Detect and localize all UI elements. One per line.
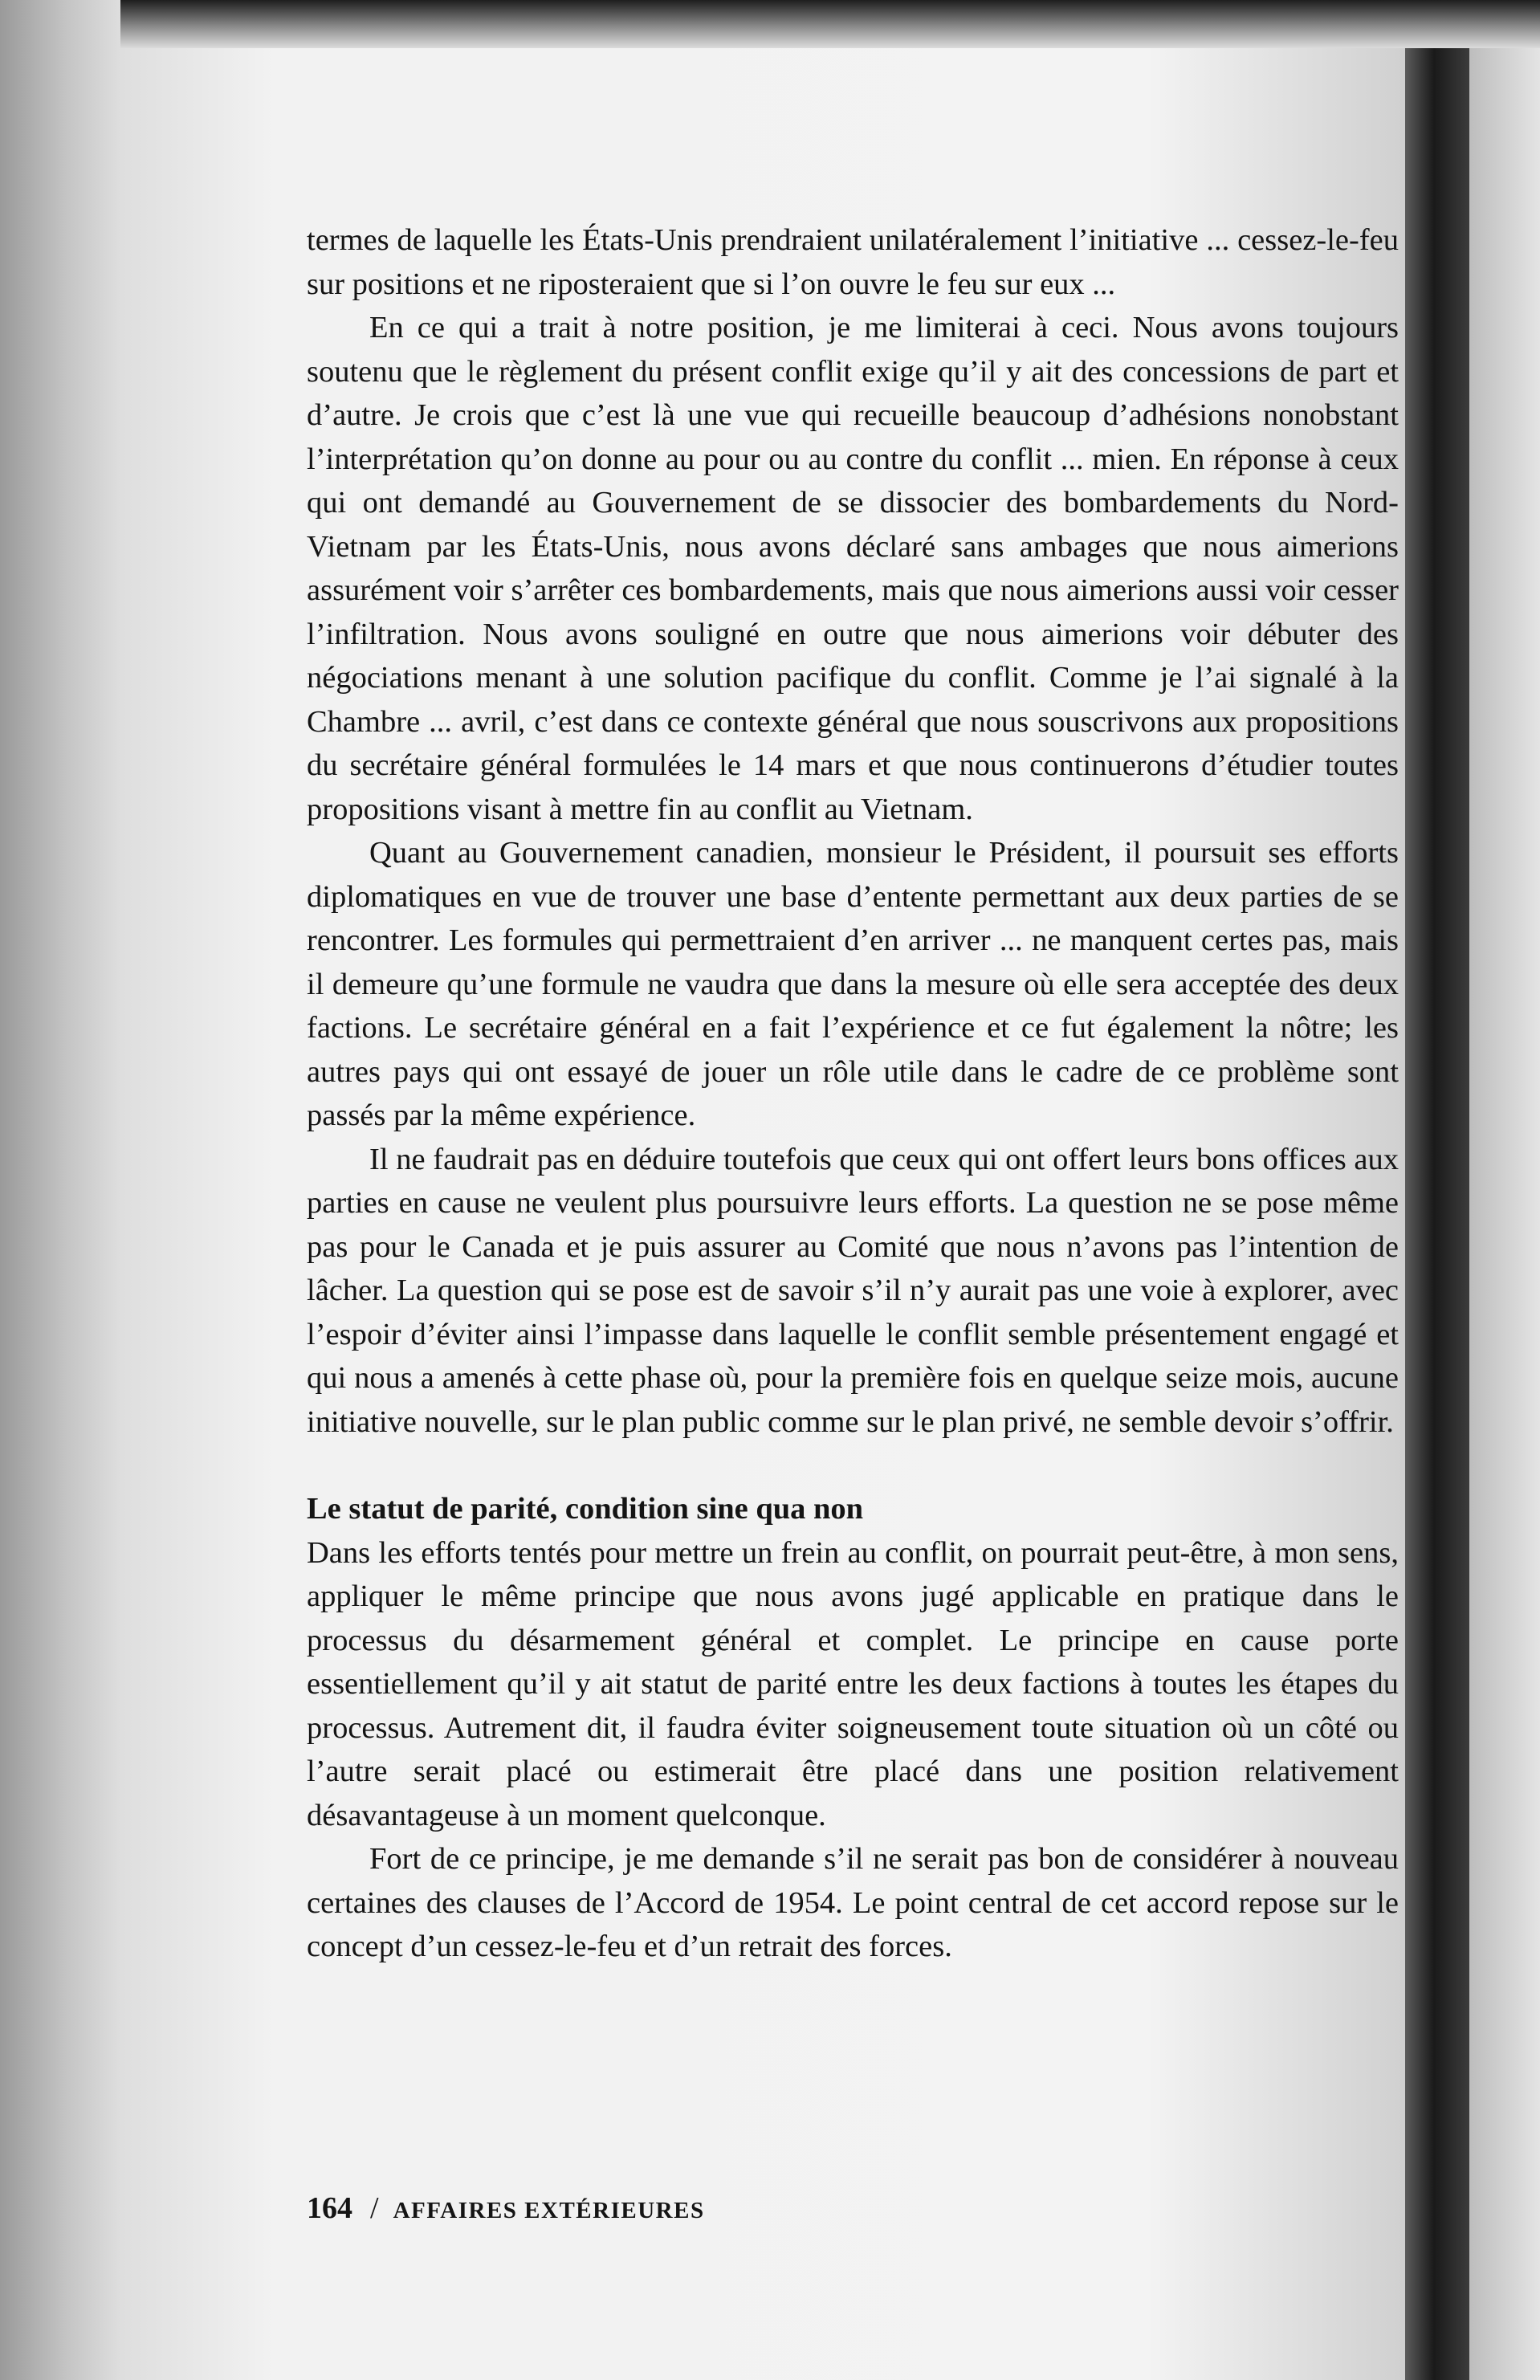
paragraph-2: En ce qui a trait à notre position, je me limiterai à ceci. Nous avons toujours soutenu que le règlement du présent conflit exige qu’il y ait des concessions de part et d’autre. Je crois que c’est là une vue qui recueille beaucoup d’adhésions nonobstant l’interprétation qu’on donne au pour ou au contre du conflit ... mien. En réponse à ceux qui ont demandé au Gouvernement de se dissocier des bombardements du Nord-Vietnam par les États-Unis, nous avons déclaré sans ambages que nous aimerions assurément voir s’arrêter ces bombardements, mais que nous aimerions aussi voir cesser l’infiltration. Nous avons souligné en outre que nous aimerions voir débuter des négociations menant à une solution pacifique du conflit. Comme je l’ai signalé à la Chambre ... avril, c’est dans ce contexte général que nous souscrivons aux propositions du secrétaire général formulées le 14 mars et que nous continuerons d’étudier toutes propositions visant à mettre fin au conflit au Vietnam. [307, 311, 1399, 826]
section-paragraph-2: Fort de ce principe, je me demande s’il ne serait pas bon de considérer à nouveau certaines des clauses de l’Accord de 1954. Le point central de cet accord repose sur le concept d’un cessez-le-feu et d’un retrait des forces. [307, 1842, 1399, 1963]
section-heading: Le statut de parité, condition sine qua non [307, 1492, 864, 1526]
section-spacer [307, 1444, 1399, 1487]
section-paragraph-1: Dans les efforts tentés pour mettre un frein au conflit, on pourrait peut-être, à mon sens, appliquer le même principe que nous avons jugé applicable en pratique dans le processus du désarmement général et complet. Le principe en cause porte essentiellement qu’il y ait statut de parité entre les deux factions à toutes les étapes du processus. Autrement dit, il faudra éviter soigneusement toute situation où un côté ou l’autre serait placé ou estimerait être placé dans une position relativement désavantageuse à un moment quelconque. [307, 1535, 1399, 1832]
scan-left-edge [0, 0, 120, 2380]
footer-separator: / [370, 2191, 379, 2225]
paragraph-4: Il ne faudrait pas en déduire toutefois que ceux qui ont offert leurs bons offices aux parties en cause ne veulent plus poursuivre leurs efforts. La question ne se pose même pas pour le Canada et je puis assurer au Comité que nous n’avons pas l’intention de lâcher. La question qui se pose est de savoir s’il n’y aurait pas une voie à explorer, avec l’espoir d’éviter ainsi l’impasse dans laquelle le conflit semble présentement engagé et qui nous a amenés à cette phase où, pour la première fois en quelque seize mois, aucune initiative nouvelle, sur le plan public comme sur le plan privé, ne semble devoir s’offrir. [307, 1142, 1399, 1439]
running-title: AFFAIRES EXTÉRIEURES [393, 2198, 705, 2223]
book-spine-shadow [1405, 48, 1469, 2380]
paragraph-3: Quant au Gouvernement canadien, monsieur le Président, il poursuit ses efforts diplomatiques en vue de trouver une base d’entente permettant aux deux parties de se rencontrer. Les formules qui permettraient d’en arriver ... ne manquent certes pas, mais il demeure qu’une formule ne vaudra que dans la mesure où elle sera acceptée des deux factions. Le secrétaire général en a fait l’expérience et ce fut également la nôtre; les autres pays qui ont essayé de jouer un rôle utile dans le cadre de ce problème sont passés par la même expérience. [307, 836, 1399, 1132]
text-column [307, 218, 1399, 1969]
page-footer [307, 2188, 1029, 2231]
paragraph-1: termes de laquelle les États-Unis prendraient unilatéralement l’initiative ... cessez-le-feu sur positions et ne riposteraient que si l’on ouvre le feu sur eux ... [307, 223, 1399, 301]
adjacent-page-edge [1469, 48, 1540, 2380]
scan-top-edge [0, 0, 1540, 48]
page-number: 164 [307, 2191, 352, 2225]
